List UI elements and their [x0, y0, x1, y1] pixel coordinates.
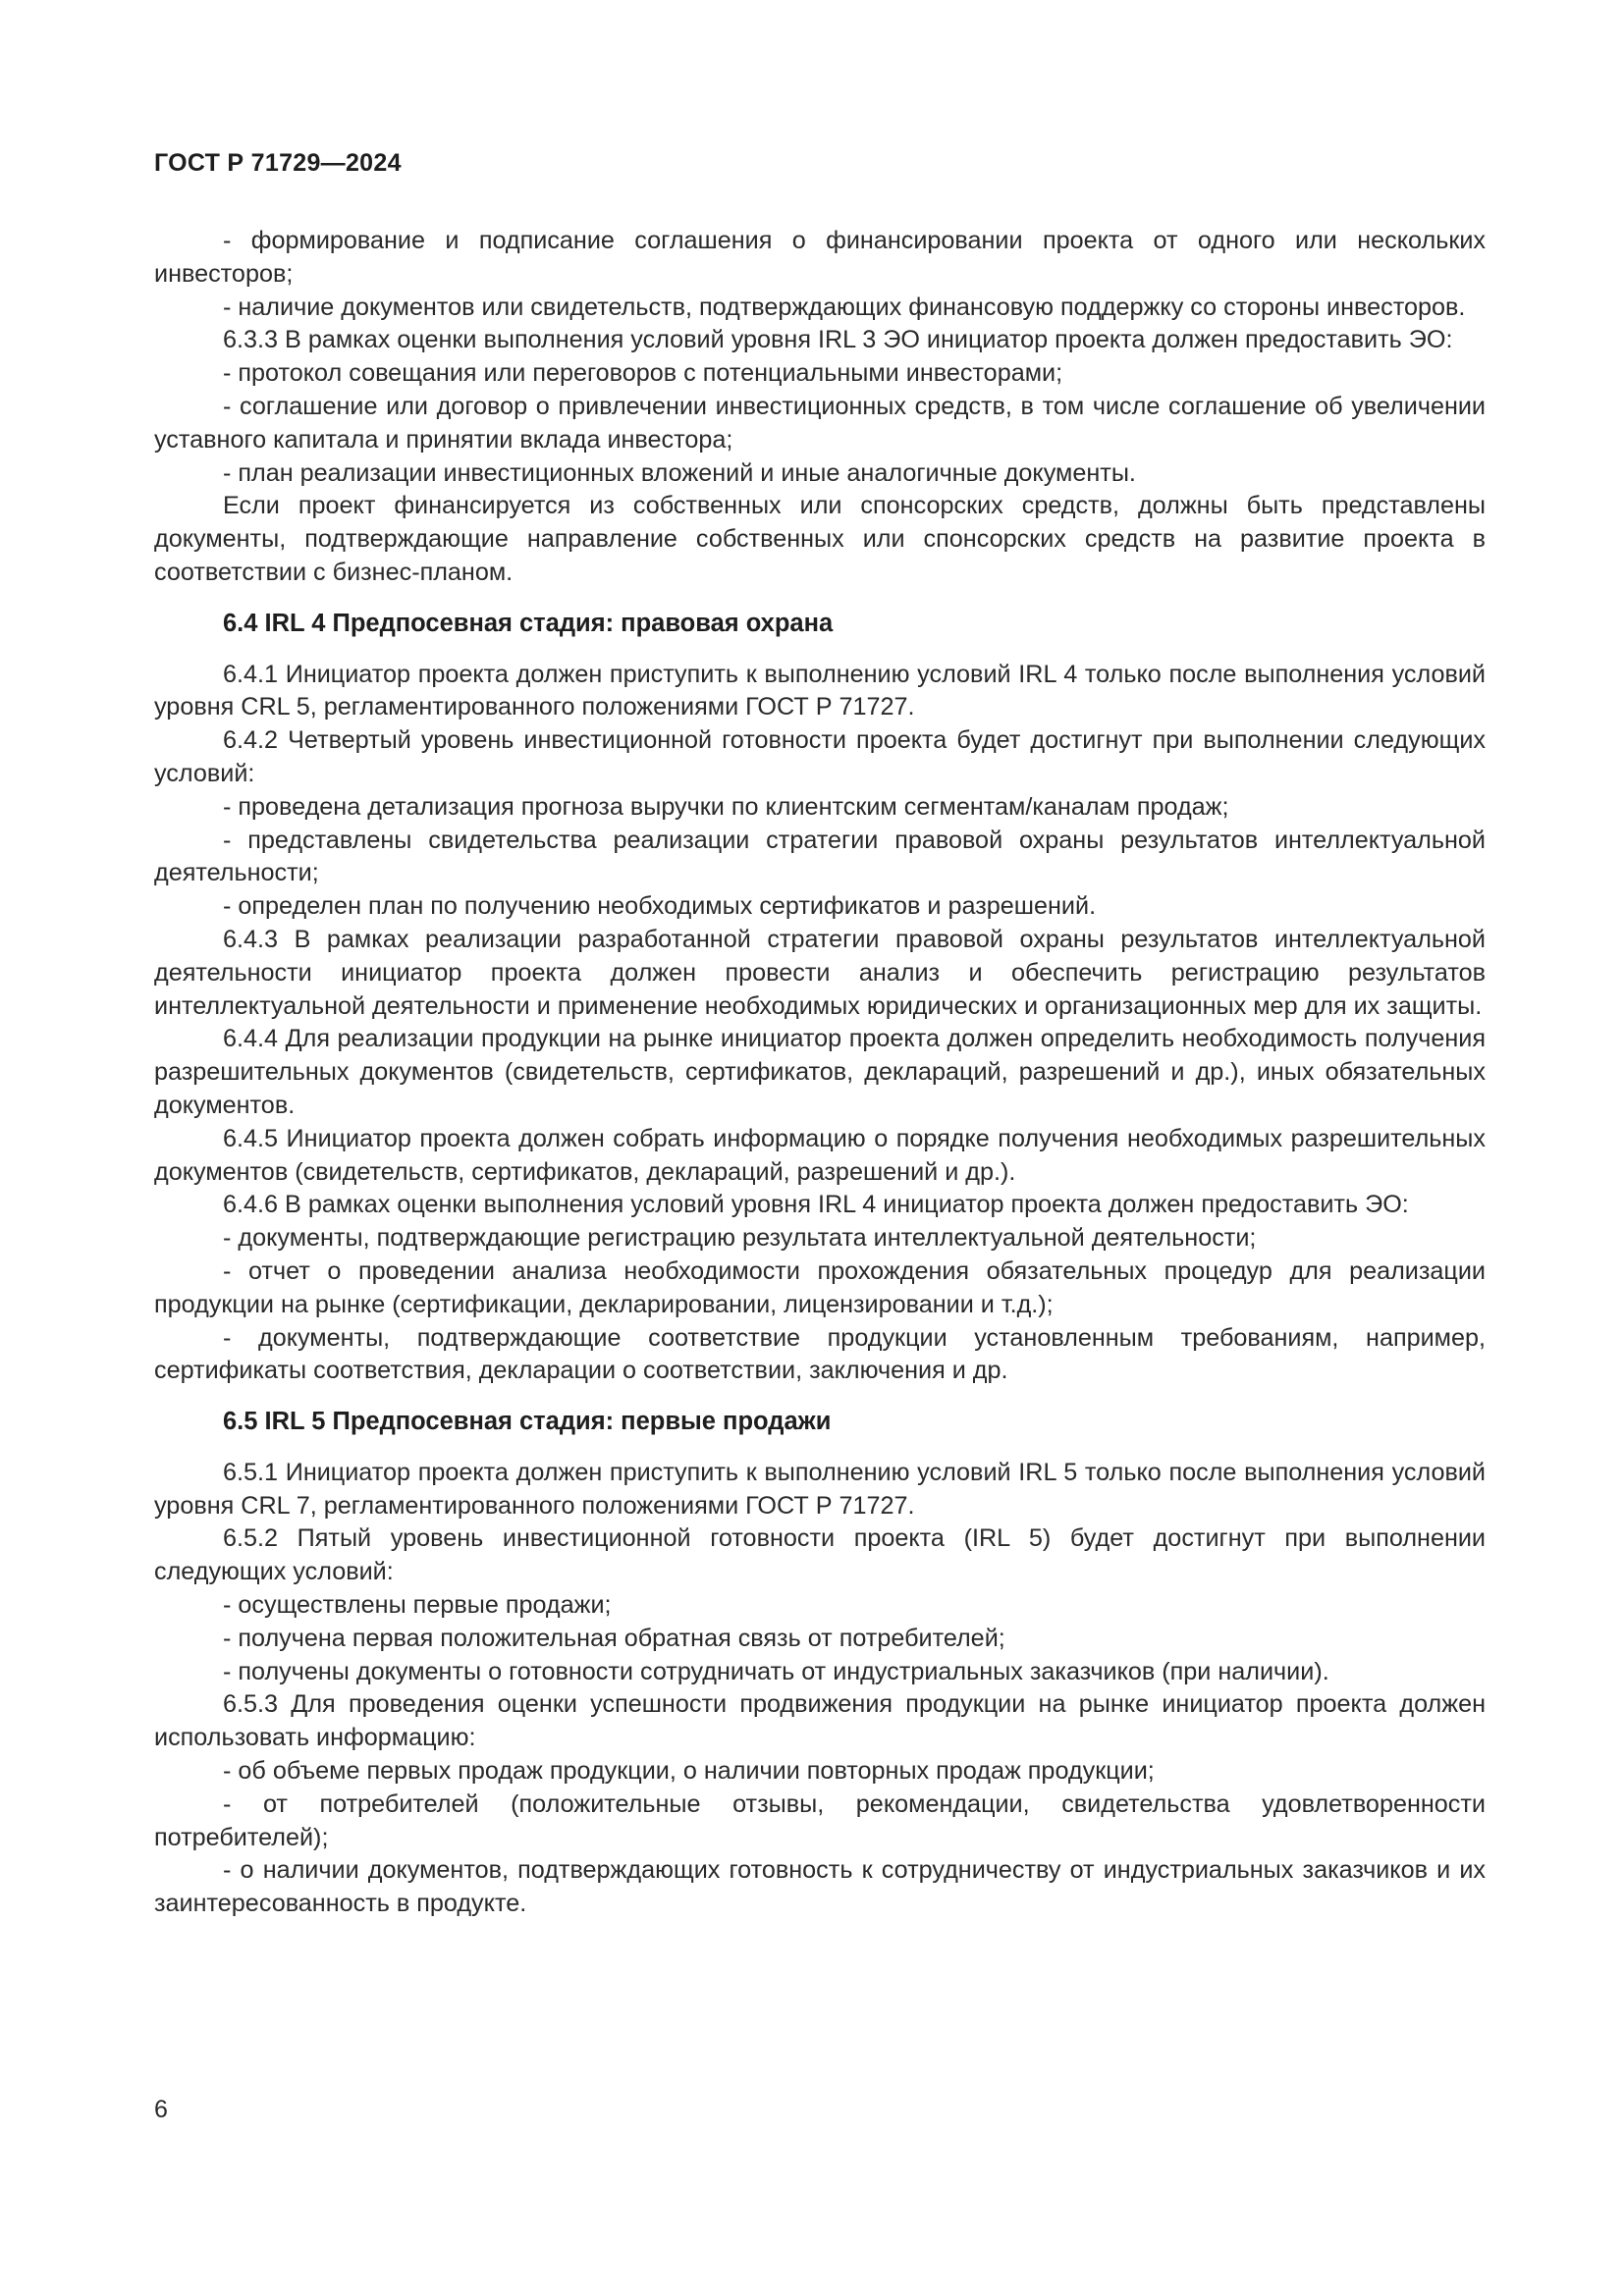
paragraph: - документы, подтверждающие регистрацию результата интеллектуальной деятельности; — [223, 1224, 1257, 1253]
paragraph: 6.4.6 В рамках оценки выполнения условий уровня IRL 4 инициатор проекта должен предоставить ЭО: — [223, 1191, 1409, 1219]
section-heading-6-4: 6.4 IRL 4 Предпосевная стадия: правовая охрана — [223, 609, 834, 637]
paragraph: 6.4.5 Инициатор проекта должен собрать информацию о порядке получения необходимых разрешительных документов (свидетельств, сертификатов, деклараций, разрешений и др.). — [154, 1124, 1486, 1186]
paragraph: - получены документы о готовности сотрудничать от индустриальных заказчиков (при наличии). — [223, 1657, 1329, 1685]
paragraph: 6.4.4 Для реализации продукции на рынке инициатор проекта должен определить необходимость получения разрешительных документов (свидетельств, сертификатов, деклараций, разрешений и др.), иных обязательных документов. — [154, 1025, 1486, 1119]
paragraph: - представлены свидетельства реализации стратегии правовой охраны результатов интеллектуальной деятельности; — [154, 826, 1486, 887]
paragraph: 6.3.3 В рамках оценки выполнения условий уровня IRL 3 ЭО инициатор проекта должен предоставить ЭО: — [223, 326, 1453, 354]
paragraph: - соглашение или договор о привлечении инвестиционных средств, в том числе соглашение об увеличении уставного капитала и принятии вклада инвестора; — [154, 392, 1486, 454]
paragraph: - о наличии документов, подтверждающих готовность к сотрудничеству от индустриальных заказчиков и их заинтересованность в продукте. — [154, 1856, 1486, 1918]
paragraph: - отчет о проведении анализа необходимости прохождения обязательных процедур для реализации продукции на рынке (сертификации, декларировании, лицензировании и т.д.); — [154, 1256, 1486, 1318]
paragraph: 6.4.2 Четвертый уровень инвестиционной готовности проекта будет достигнут при выполнении следующих условий: — [154, 726, 1486, 787]
paragraph: - формирование и подписание соглашения о финансировании проекта от одного или нескольких инвесторов; — [154, 227, 1486, 288]
section-6-5-body — [154, 1457, 1486, 1921]
paragraph: - получена первая положительная обратная связь от потребителей; — [223, 1624, 1005, 1652]
paragraph: Если проект финансируется из собственных или спонсорских средств, должны быть представлены документы, подтверждающие направление собственных или спонсорских средств на развитие проекта в соответствии с бизнес-планом. — [154, 492, 1486, 586]
paragraph: - об объеме первых продаж продукции, о наличии повторных продаж продукции; — [223, 1757, 1155, 1786]
paragraph: - определен план по получению необходимых сертификатов и разрешений. — [223, 892, 1097, 921]
document-header: ГОСТ Р 71729—2024 — [154, 149, 402, 177]
paragraph: 6.5.1 Инициатор проекта должен приступить к выполнению условий IRL 5 только после выполнения условий уровня CRL 7, регламентированного положениями ГОСТ Р 71727. — [154, 1458, 1486, 1520]
paragraph: 6.5.2 Пятый уровень инвестиционной готовности проекта (IRL 5) будет достигнут при выполнении следующих условий: — [154, 1524, 1486, 1586]
section-6-4-body — [154, 659, 1486, 1389]
page-content — [154, 225, 1486, 1921]
paragraph: 6.4.1 Инициатор проекта должен приступить к выполнению условий IRL 4 только после выполнения условий уровня CRL 5, регламентированного положениями ГОСТ Р 71727. — [154, 660, 1486, 721]
paragraph: 6.5.3 Для проведения оценки успешности продвижения продукции на рынке инициатор проекта должен использовать информацию: — [154, 1690, 1486, 1752]
paragraph: 6.4.3 В рамках реализации разработанной стратегии правовой охраны результатов интеллектуальной деятельности инициатор проекта должен провести анализ и обеспечить регистрацию результатов интеллектуальной деятельности и применение необходимых юридических и организационных мер для их защиты. — [154, 925, 1486, 1020]
section-heading-6-5: 6.5 IRL 5 Предпосевная стадия: первые продажи — [223, 1408, 832, 1436]
section-intro — [154, 225, 1486, 590]
paragraph: - осуществлены первые продажи; — [223, 1591, 612, 1620]
page-number: 6 — [154, 2096, 168, 2123]
paragraph: - документы, подтверждающие соответствие продукции установленным требованиям, например, сертификаты соответствия, декларации о соответствии, заключения и др. — [154, 1323, 1486, 1385]
paragraph: - проведена детализация прогноза выручки по клиентским сегментам/каналам продаж; — [223, 792, 1229, 821]
paragraph: - от потребителей (положительные отзывы, рекомендации, свидетельства удовлетворенности потребителей); — [154, 1789, 1486, 1851]
paragraph: - план реализации инвестиционных вложений и иные аналогичные документы. — [223, 458, 1136, 487]
paragraph: - наличие документов или свидетельств, подтверждающих финансовую поддержку со стороны инвесторов. — [223, 293, 1466, 321]
paragraph: - протокол совещания или переговоров с потенциальными инвесторами; — [223, 359, 1063, 388]
